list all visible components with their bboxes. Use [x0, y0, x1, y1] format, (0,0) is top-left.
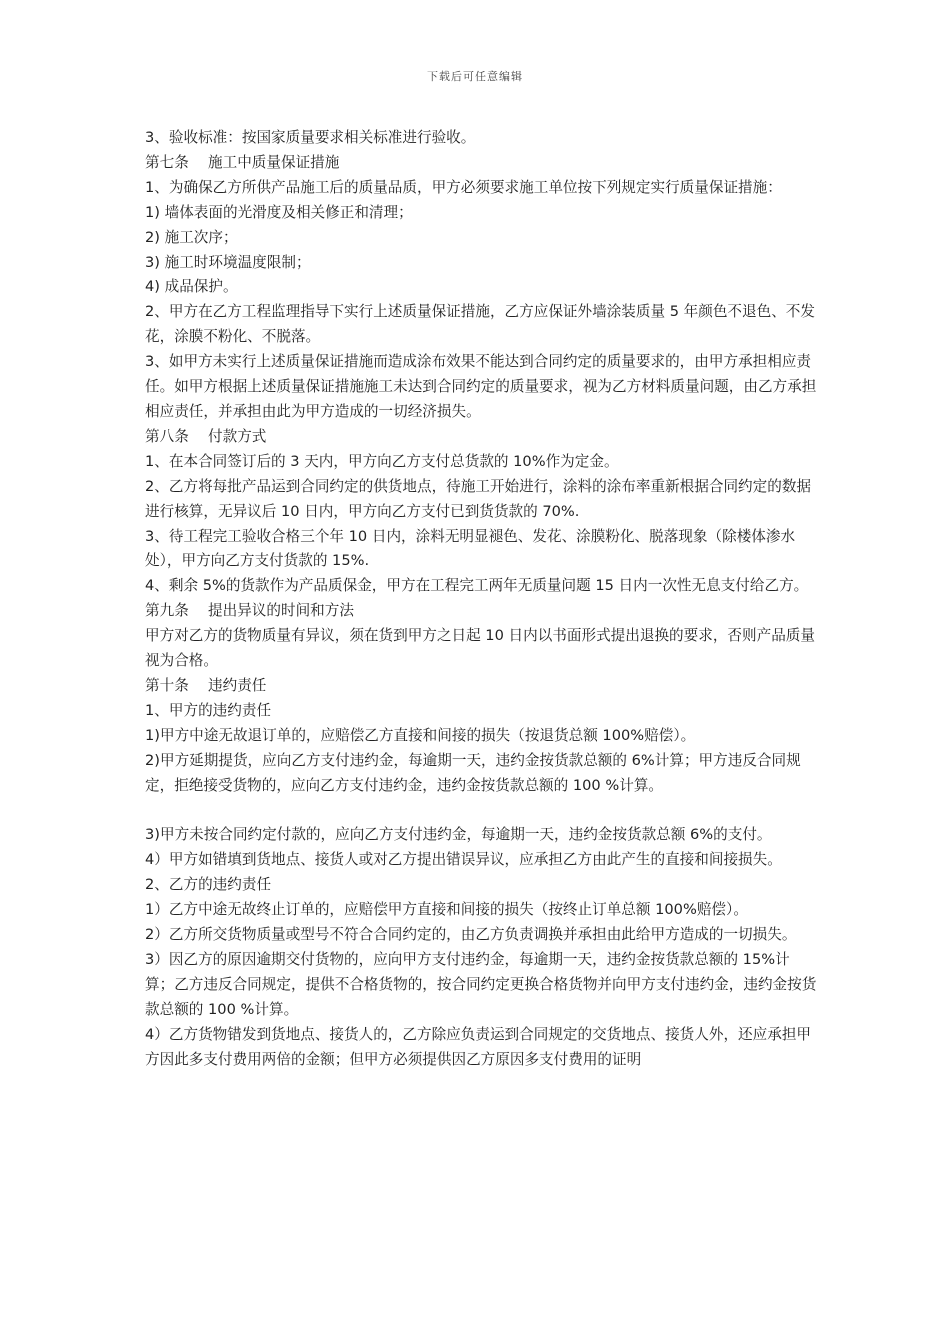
paragraph: 2、乙方将每批产品运到合同约定的供货地点，待施工开始进行，涂料的涂布率重新根据合同约定的数据进行核算，无异议后 10 日内，甲方向乙方支付已到货货款的 70%. — [145, 477, 812, 520]
paragraph: 3、验收标准：按国家质量要求相关标准进行验收。 — [145, 129, 476, 146]
blank-line — [145, 798, 817, 823]
paragraph: 2、甲方在乙方工程监理指导下实行上述质量保证措施，乙方应保证外墙涂装质量 5 年颜色不退色、不发花，涂膜不粉化、不脱落。 — [145, 303, 815, 346]
paragraph: 1）乙方中途无故终止订单的，应赔偿甲方直接和间接的损失（按终止订单总额 100%赔偿）。 — [145, 901, 748, 919]
paragraph: 2、乙方的违约责任 — [145, 876, 272, 894]
paragraph: 3）因乙方的原因逾期交付货物的，应向甲方支付违约金，每逾期一天，违约金按货款总额的 15%计算；乙方违反合同规定，提供不合格货物的，按合同约定更换合格货物并向甲方支付违约金，违约金按货款总额的 100 %计算。 — [145, 950, 817, 1018]
paragraph: 3、如甲方未实行上述质量保证措施而造成涂布效果不能达到合同约定的质量要求的，由甲方承担相应责任。如甲方根据上述质量保证措施施工未达到合同约定的质量要求，视为乙方材料质量问题，由乙方承担相应责任，并承担由此为甲方造成的一切经济损失。 — [145, 353, 817, 420]
paragraph: 2）乙方所交货物质量或型号不符合合同约定的，由乙方负责调换并承担由此给甲方造成的一切损失。 — [145, 925, 797, 943]
paragraph: 1、在本合同签订后的 3 天内，甲方向乙方支付总货款的 10%作为定金。 — [145, 452, 619, 470]
article-heading: 第九条 提出异议的时间和方法 — [145, 602, 354, 620]
page-header: 下载后可任意编辑 — [427, 70, 523, 83]
paragraph: 甲方对乙方的货物质量有异议，须在货到甲方之日起 10 日内以书面形式提出退换的要求，否则产品质量视为合格。 — [145, 627, 815, 670]
paragraph: 1)甲方中途无故退订单的，应赔偿乙方直接和间接的损失（按退货总额 100%赔偿）。 — [145, 726, 696, 744]
document-body — [145, 126, 817, 1072]
paragraph: 2)甲方延期提货，应向乙方支付违约金，每逾期一天，违约金按货款总额的 6%计算；甲方违反合同规定，拒绝接受货物的，应向乙方支付违约金，违约金按货款总额的 100 %计算。 — [145, 751, 801, 794]
paragraph: 2) 施工次序； — [145, 228, 238, 246]
paragraph: 3)甲方未按合同约定付款的，应向乙方支付违约金，每逾期一天，违约金按货款总额 6%的支付。 — [145, 826, 772, 844]
article-heading: 第七条 施工中质量保证措施 — [145, 153, 340, 171]
paragraph: 1、为确保乙方所供产品施工后的质量品质，甲方必须要求施工单位按下列规定实行质量保证措施： — [145, 178, 782, 196]
article-heading: 第八条 付款方式 — [145, 427, 267, 445]
paragraph: 4) 成品保护。 — [145, 278, 238, 296]
paragraph: 4）乙方货物错发到货地点、接货人的，乙方除应负责运到合同规定的交货地点、接货人外，还应承担甲方因此多支付费用两倍的金额；但甲方必须提供因乙方原因多支付费用的证明 — [145, 1025, 812, 1068]
paragraph: 3) 施工时环境温度限制； — [145, 253, 311, 271]
article-heading: 第十条 违约责任 — [145, 676, 267, 694]
paragraph: 4、剩余 5%的货款作为产品质保金，甲方在工程完工两年无质量问题 15 日内一次性无息支付给乙方。 — [145, 577, 809, 595]
paragraph: 4）甲方如错填到货地点、接货人或对乙方提出错误异议，应承担乙方由此产生的直接和间接损失。 — [145, 851, 782, 869]
paragraph: 1、甲方的违约责任 — [145, 701, 272, 719]
paragraph: 1) 墙体表面的光滑度及相关修正和清理； — [145, 203, 413, 221]
paragraph: 3、待工程完工验收合格三个年 10 日内，涂料无明显褪色、发花、涂膜粉化、脱落现象（除楼体渗水处），甲方向乙方支付货款的 15%. — [145, 527, 796, 570]
